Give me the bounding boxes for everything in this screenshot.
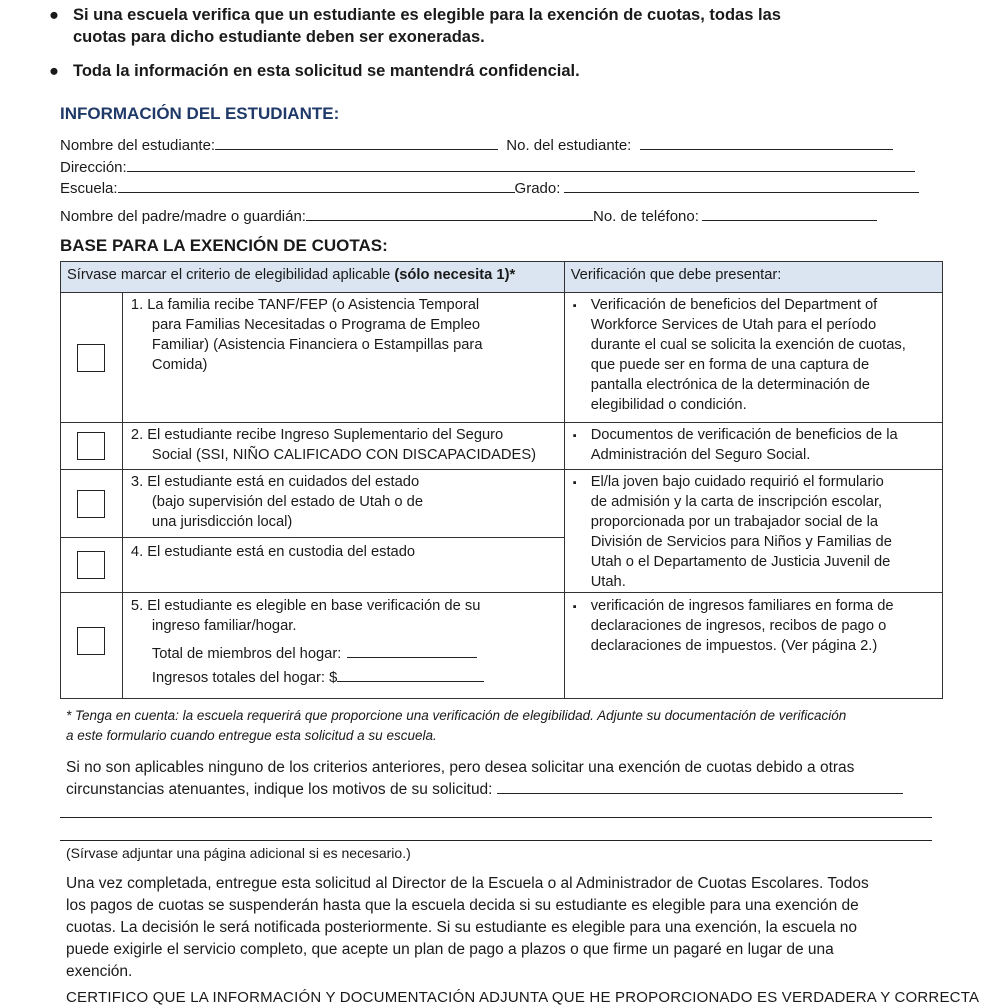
criterion-line: 2. El estudiante recibe Ingreso Suplementario del Seguro (130, 427, 504, 443)
other-circumstances-para (66, 757, 931, 801)
address-label: Dirección: (60, 159, 127, 176)
header-left-bold: (sólo necesita 1)* (394, 267, 516, 283)
criterion-4-cell (122, 538, 564, 593)
square-bullet-icon: ▪ (572, 601, 577, 613)
school-row (60, 178, 919, 198)
criterion-2-cell (122, 423, 564, 470)
verification-line: Utah o el Departamento de Justicia Juvenil de (590, 554, 891, 570)
submit-line: Una vez completada, entregue esta solicitud al Director de la Escuela o al Administrador de Cuotas Escolares. Todos (66, 875, 869, 892)
bullet-line: cuotas para dicho estudiante deben ser exoneradas. (73, 28, 485, 46)
verification-line: División de Servicios para Niños y Familias de (590, 534, 892, 550)
criterion-3-cell (122, 470, 564, 538)
household-members-field[interactable] (347, 643, 477, 658)
household-income-label: Ingresos totales del hogar: $ (151, 670, 338, 686)
table-row (61, 470, 943, 538)
criterion-line: una jurisdicción local) (151, 514, 293, 530)
bullet-dot-icon: ● (49, 62, 59, 80)
verification-line: Utah. (590, 574, 626, 590)
submit-line: puede exigirle el servicio completo, que acepte un plan de pago a plazos o que firme un pagaré en lugar de una (66, 941, 834, 958)
criteria-table (60, 261, 943, 699)
student-number-label: No. del estudiante: (506, 137, 632, 154)
student-name-label: Nombre del estudiante: (60, 137, 216, 154)
submit-line: exención. (66, 963, 133, 980)
criterion-line: Social (SSI, NIÑO CALIFICADO CON DISCAPACIDADES) (151, 447, 537, 463)
verification-line: pantalla electrónica de la determinación de (590, 377, 870, 393)
square-bullet-icon: ▪ (572, 477, 577, 489)
checkbox-cell (61, 423, 123, 470)
criterion-line: Comida) (151, 357, 208, 373)
school-field[interactable] (118, 178, 515, 193)
student-info-title: INFORMACIÓN DEL ESTUDIANTE: (60, 104, 340, 123)
verification-5-cell (564, 593, 942, 699)
student-number-field[interactable] (640, 135, 893, 150)
checkbox-criterion-2[interactable] (77, 432, 105, 460)
phone-field[interactable] (702, 206, 877, 221)
table-row (61, 293, 943, 423)
square-bullet-icon: ▪ (572, 430, 577, 442)
criterion-line: 3. El estudiante está en cuidados del estado (130, 474, 420, 490)
guardian-label: Nombre del padre/madre o guardián: (60, 208, 306, 225)
other-line-2: circunstancias atenuantes, indique los motivos de su solicitud: (66, 781, 493, 798)
verification-line: de admisión y la carta de inscripción escolar, (590, 494, 883, 510)
household-income-row (131, 667, 556, 688)
checkbox-cell (61, 293, 123, 423)
phone-label: No. de teléfono: (592, 208, 699, 225)
note-line: a este formulario cuando entregue esta solicitud a su escuela. (66, 728, 437, 743)
student-name-field[interactable] (215, 135, 498, 150)
reason-line-3[interactable] (60, 840, 932, 841)
checkbox-criterion-1[interactable] (77, 344, 105, 372)
verification-line: declaraciones de impuestos. (Ver página 2.) (590, 638, 878, 654)
verification-line: que puede ser en forma de una captura de (590, 357, 870, 373)
grade-field[interactable] (564, 178, 919, 193)
verification-1-cell (564, 293, 942, 423)
table-row (61, 593, 943, 699)
criterion-5-cell (122, 593, 564, 699)
reason-field[interactable] (497, 779, 903, 794)
verification-line: El/la joven bajo cuidado requirió el formulario (590, 474, 884, 490)
criterion-1-cell (122, 293, 564, 423)
criterion-line: para Familias Necesitadas o Programa de Empleo (151, 317, 481, 333)
verification-note (66, 706, 936, 746)
criterion-line: (bajo supervisión del estado de Utah o de (151, 494, 423, 510)
checkbox-criterion-3[interactable] (77, 490, 105, 518)
attach-note: (Sírvase adjuntar una página adicional si es necesario.) (66, 845, 411, 861)
checkbox-cell (61, 593, 123, 699)
submission-para (66, 873, 931, 983)
certification-line: CERTIFICO QUE LA INFORMACIÓN Y DOCUMENTACIÓN ADJUNTA QUE HE PROPORCIONADO ES VERDADERA Y CORRECTA (66, 989, 980, 1006)
verification-3-4-cell (564, 470, 942, 593)
verification-line: proporcionada por un trabajador social de la (590, 514, 879, 530)
criterion-line: 4. El estudiante está en custodia del estado (130, 544, 416, 561)
student-name-row (60, 135, 893, 155)
verification-line: Verificación de beneficios del Department of (590, 297, 878, 313)
submit-line: cuotas. La decisión le será notificada posteriormente. Si su estudiante es elegible para una exención, la escuela no (66, 919, 857, 936)
bullet-eligibility-waiver (49, 4, 781, 48)
household-members-label: Total de miembros del hogar: (151, 646, 342, 662)
guardian-field[interactable] (306, 206, 593, 221)
verification-line: verificación de ingresos familiares en forma de (590, 598, 894, 614)
verification-line: Workforce Services de Utah para el período (590, 317, 877, 333)
header-left-text: Sírvase marcar el criterio de elegibilidad aplicable (67, 267, 395, 283)
bullet-dot-icon: ● (49, 6, 59, 24)
reason-line-2[interactable] (60, 817, 932, 818)
checkbox-cell (61, 538, 123, 593)
guardian-row (60, 206, 877, 226)
criterion-line: ingreso familiar/hogar. (151, 618, 297, 634)
school-label: Escuela: (60, 180, 118, 197)
criterion-line: Familiar) (Asistencia Financiera o Estampillas para (151, 337, 483, 353)
verification-2-cell (564, 423, 942, 470)
verification-line: declaraciones de ingresos, recibos de pago o (590, 618, 887, 634)
household-income-field[interactable] (337, 667, 484, 682)
submit-line: los pagos de cuotas se suspenderán hasta que la escuela decida si su estudiante es elegible para una exención de (66, 897, 859, 914)
checkbox-cell (61, 470, 123, 538)
other-line-1: Si no son aplicables ninguno de los criterios anteriores, pero desea solicitar una exención de cuotas debido a otras (66, 759, 855, 776)
address-field[interactable] (127, 157, 915, 172)
criteria-header-left (61, 262, 565, 293)
criteria-header-row (61, 262, 943, 293)
criteria-header-right: Verificación que debe presentar: (564, 262, 942, 293)
verification-line: Documentos de verificación de beneficios de la (590, 427, 898, 443)
table-row (61, 423, 943, 470)
note-line: * Tenga en cuenta: la escuela requerirá que proporcione una verificación de elegibilidad. Adjunte su documentación de verificación (66, 708, 847, 723)
household-members-row (131, 643, 556, 664)
bullet-confidential (49, 60, 580, 82)
bullet-line: Toda la información en esta solicitud se mantendrá confidencial. (73, 62, 580, 80)
criterion-line: 5. El estudiante es elegible en base verificación de su (130, 598, 481, 614)
square-bullet-icon: ▪ (572, 300, 577, 312)
verification-line: durante el cual se solicita la exención de cuotas, (590, 337, 906, 353)
verification-line: elegibilidad o condición. (590, 397, 747, 413)
grade-label: Grado: (514, 180, 561, 197)
address-row (60, 157, 915, 177)
other-line-2-row (66, 779, 931, 801)
checkbox-criterion-4[interactable] (77, 551, 105, 579)
checkbox-criterion-5[interactable] (77, 627, 105, 655)
basis-title: BASE PARA LA EXENCIÓN DE CUOTAS: (60, 236, 388, 255)
verification-line: Administración del Seguro Social. (590, 447, 811, 463)
criterion-line: 1. La familia recibe TANF/FEP (o Asistencia Temporal (130, 297, 480, 313)
bullet-line: Si una escuela verifica que un estudiante es elegible para la exención de cuotas, todas las (73, 6, 781, 24)
